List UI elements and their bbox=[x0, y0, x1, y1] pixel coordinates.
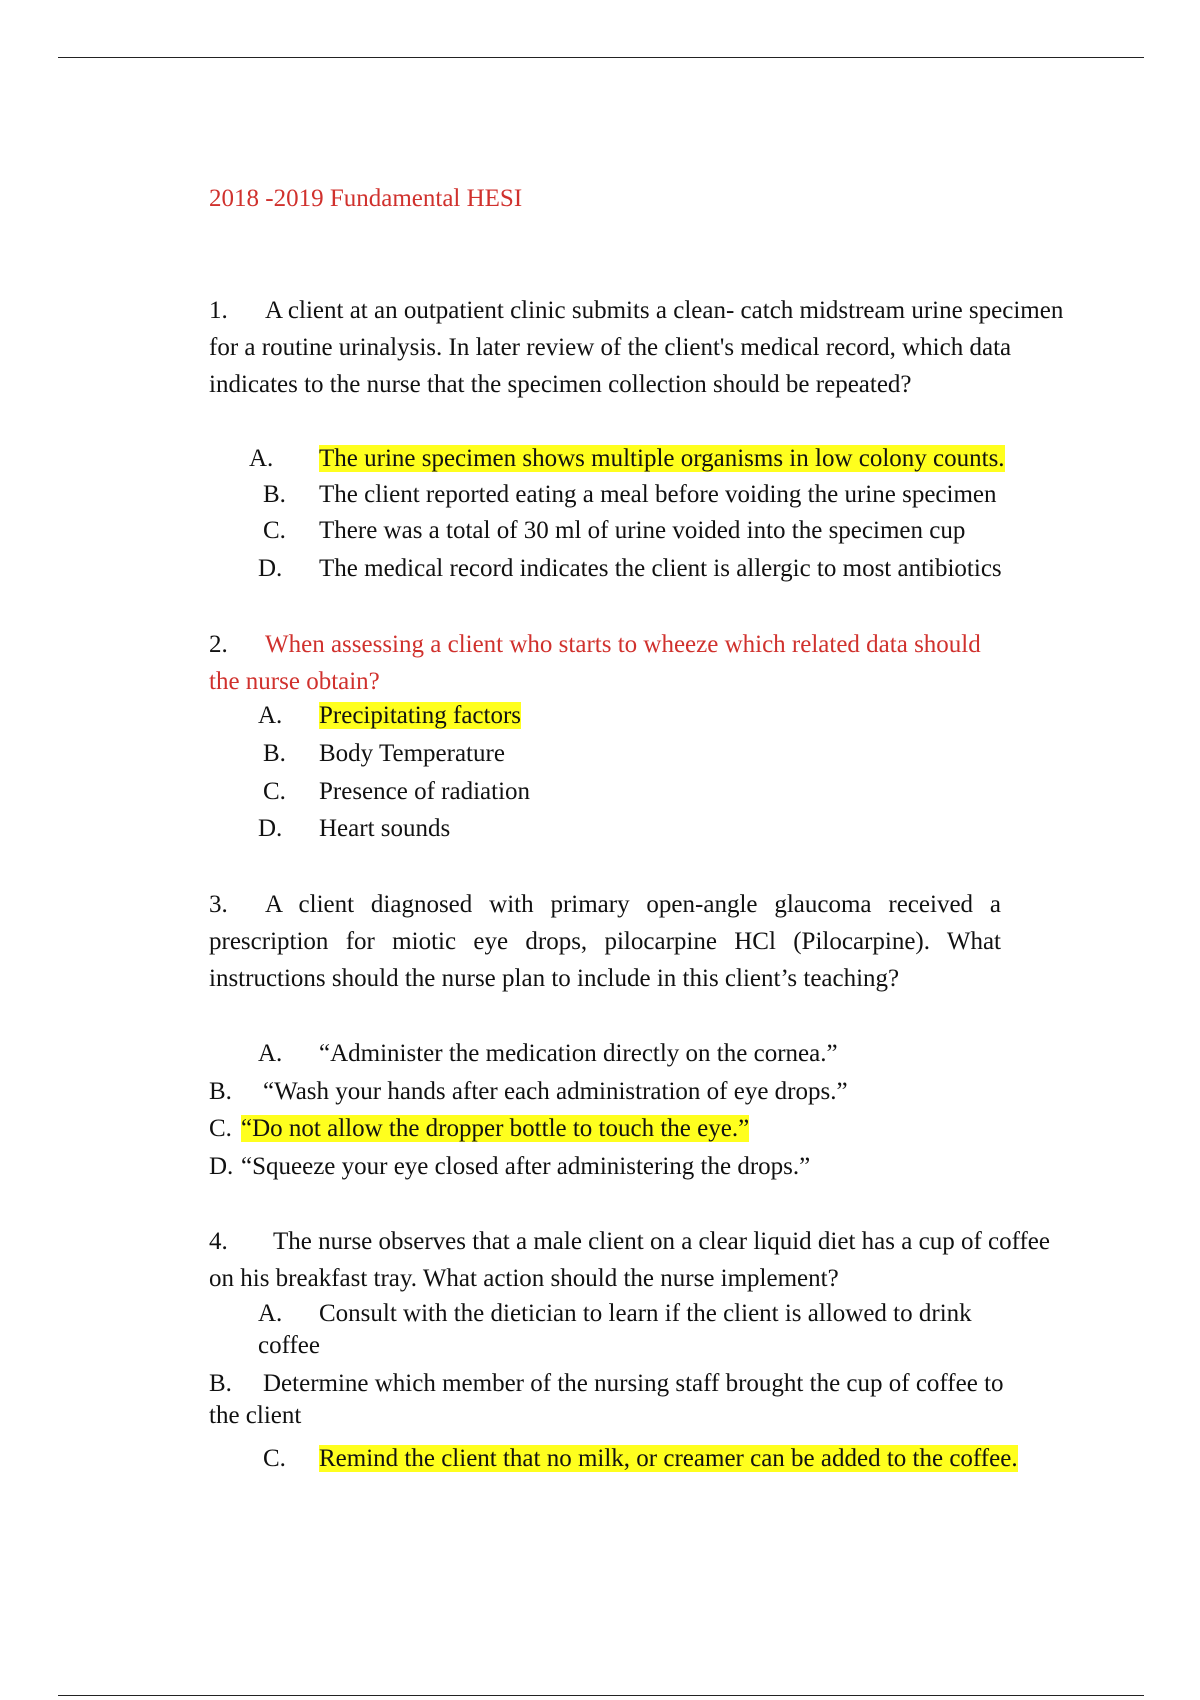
top-rule bbox=[58, 57, 1144, 58]
q2-option-a-letter: A. bbox=[258, 702, 283, 729]
q3-option-a-letter: A. bbox=[258, 1040, 283, 1067]
q1-option-b-text: The client reported eating a meal before voiding the urine specimen bbox=[319, 481, 997, 508]
q4-option-a-text: Consult with the dietician to learn if the client is allowed to drink coffee bbox=[258, 1300, 972, 1359]
q4-option-c-text: Remind the client that no milk, or creamer can be added to the coffee. bbox=[319, 1445, 1018, 1472]
q2-option-d-text: Heart sounds bbox=[319, 815, 451, 842]
q3-option-a-text: “Administer the medication directly on the cornea.” bbox=[319, 1040, 838, 1067]
q2-option-a-text: Precipitating factors bbox=[319, 702, 522, 729]
question-3-text: A client diagnosed with primary open-angle glaucoma received a prescription for miotic eye drops, pilocarpine HCl (Pilocarpine). What instructions should the nurse plan to include in this client’s teaching? bbox=[209, 891, 1001, 992]
q1-option-c-letter: C. bbox=[263, 517, 286, 544]
q1-option-a-text: The urine specimen shows multiple organisms in low colony counts. bbox=[319, 445, 1005, 472]
q3-option-d-text: “Squeeze your eye closed after administering the drops.” bbox=[241, 1153, 811, 1180]
q4-option-a-letter: A. bbox=[258, 1300, 283, 1327]
question-1-text: A client at an outpatient clinic submits a clean- catch midstream urine specimen for a routine urinalysis. In later review of the client's medical record, which data indicates to the nurse that the specimen collection should be repeated? bbox=[209, 297, 1064, 398]
q2-option-c-text: Presence of radiation bbox=[319, 778, 531, 805]
question-1-number: 1. bbox=[209, 297, 228, 324]
q3-option-b-letter: B. bbox=[209, 1078, 232, 1105]
question-2 bbox=[209, 626, 1009, 700]
document-title: 2018 -2019 Fundamental HESI bbox=[209, 185, 523, 212]
question-3-number: 3. bbox=[209, 891, 228, 918]
question-4-text: The nurse observes that a male client on a clear liquid diet has a cup of coffee on his breakfast tray. What action should the nurse implement? bbox=[209, 1228, 1051, 1292]
q1-option-d-letter: D. bbox=[258, 555, 283, 582]
q1-option-c-text: There was a total of 30 ml of urine voided into the specimen cup bbox=[319, 517, 966, 544]
question-3 bbox=[209, 886, 1001, 997]
question-4-number: 4. bbox=[209, 1228, 228, 1255]
q4-option-a bbox=[258, 1298, 998, 1362]
q4-option-c-letter: C. bbox=[263, 1445, 286, 1472]
question-1 bbox=[209, 292, 1087, 403]
q4-option-b bbox=[209, 1368, 1029, 1432]
bottom-rule bbox=[58, 1695, 1144, 1696]
question-2-text: When assessing a client who starts to wheeze which related data should the nurse obtain? bbox=[209, 631, 981, 695]
q3-option-b-text: “Wash your hands after each administration of eye drops.” bbox=[263, 1078, 848, 1105]
q4-option-b-text: Determine which member of the nursing staff brought the cup of coffee to the client bbox=[209, 1370, 1004, 1429]
q1-option-b-letter: B. bbox=[263, 481, 286, 508]
q3-option-d-letter: D. bbox=[209, 1153, 234, 1180]
question-4 bbox=[209, 1223, 1067, 1297]
q2-option-b-text: Body Temperature bbox=[319, 740, 505, 767]
q2-option-d-letter: D. bbox=[258, 815, 283, 842]
q2-option-c-letter: C. bbox=[263, 778, 286, 805]
q3-option-c-letter: C. bbox=[209, 1115, 232, 1142]
q4-option-b-letter: B. bbox=[209, 1370, 232, 1397]
q2-option-b-letter: B. bbox=[263, 740, 286, 767]
question-2-number: 2. bbox=[209, 631, 228, 658]
q1-option-d-text: The medical record indicates the client is allergic to most antibiotics bbox=[319, 555, 1002, 582]
q4-option-c bbox=[263, 1443, 1038, 1475]
q1-option-a-letter: A. bbox=[249, 445, 274, 472]
q3-option-c-text: “Do not allow the dropper bottle to touch the eye.” bbox=[241, 1115, 750, 1142]
